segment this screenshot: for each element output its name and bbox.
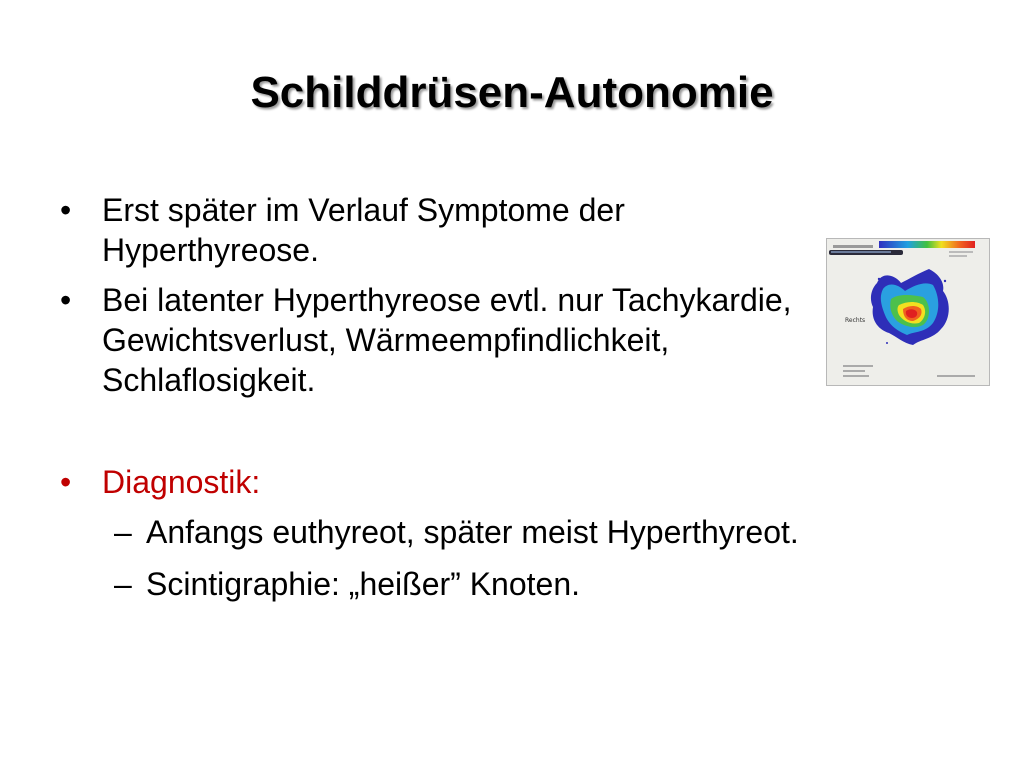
svg-text:Rechts: Rechts: [845, 317, 866, 324]
bullet-dot-icon: •: [60, 282, 72, 318]
bullet-text-1: Erst später im Verlauf Symptome der Hyperthyreose.: [102, 192, 625, 268]
bullet-dot-icon: •: [60, 464, 72, 500]
bullet-list: [60, 190, 820, 616]
scintigraphy-picture-icon: [827, 239, 989, 385]
slide-title: Schilddrüsen-Autonomie: [250, 68, 774, 117]
sub-item-1: [60, 512, 820, 552]
bullet-item-diagnostik: [60, 462, 820, 502]
diagnostik-heading: Diagnostik:: [102, 464, 261, 500]
bullet-text-2: Bei latenter Hyperthyreose evtl. nur Tachykardie, Gewichtsverlust, Wärmeempfindlichkeit, Schlaflosigkeit.: [102, 282, 792, 398]
sub-item-2: [60, 564, 820, 604]
dash-icon: –: [114, 566, 132, 602]
dash-icon: –: [114, 514, 132, 550]
bullet-dot-icon: •: [60, 192, 72, 228]
spacer: [60, 410, 820, 462]
bullet-item-1: [60, 190, 820, 270]
scintigraphy-image: [826, 238, 990, 386]
sub-text-1: Anfangs euthyreot, später meist Hyperthyreot.: [146, 514, 799, 550]
sub-text-2: Scintigraphie: „heißer” Knoten.: [146, 566, 580, 602]
bullet-item-2: [60, 280, 820, 400]
